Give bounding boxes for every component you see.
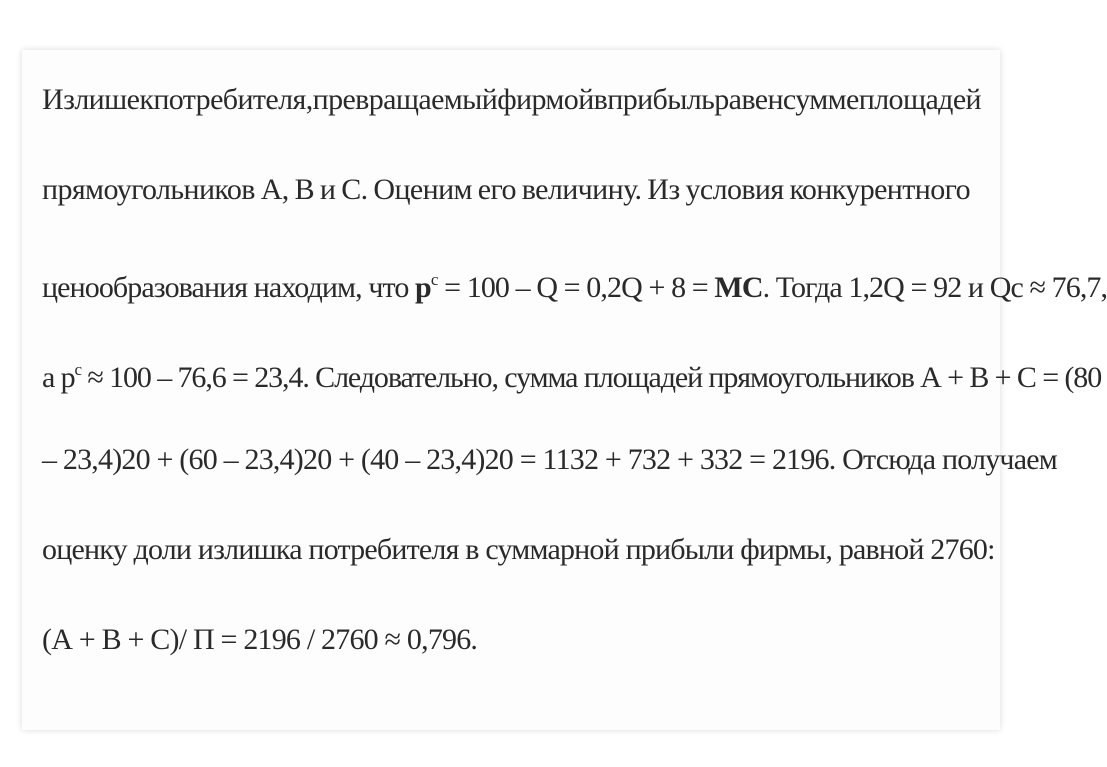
word: условия [685, 173, 784, 206]
word: конкурентного [789, 173, 970, 206]
line-text: а р [42, 361, 75, 394]
superscript-c: с [74, 360, 81, 379]
word: в [593, 83, 608, 116]
word: потребителя, [153, 83, 313, 116]
paragraph-line-1 [42, 82, 982, 118]
line-text: ≈ 100 – 76,6 = 23,4. Следовательно, сумма площадей прямоугольников А + В + С = (80 [80, 361, 1102, 394]
word: Оценим [373, 173, 472, 206]
word: Излишек [42, 83, 154, 116]
price-symbol: р [415, 271, 431, 304]
word: фирмой [497, 83, 594, 116]
paragraph-line-5 [42, 442, 1057, 478]
word: превращаемый [312, 83, 498, 116]
word: его [477, 173, 516, 206]
equation-text: = 100 – Q = 0,2Q + 8 = [437, 271, 715, 304]
word: А, [260, 173, 289, 206]
text-body [42, 82, 1107, 658]
paragraph-line-3 [42, 262, 1107, 304]
paragraph-line-6 [42, 532, 995, 568]
formula-line [42, 622, 970, 658]
word: величину. [521, 173, 642, 206]
word: прямоугольников [42, 173, 255, 206]
line-text: – 23,4)20 + (60 – 23,4)20 + (40 – 23,4)20 = 1132 + 732 + 332 = 2196. Отсюда получаем [42, 443, 1057, 476]
word: прибыль [607, 83, 715, 116]
line-text: оценку доли излишка потребителя в суммарной прибыли фирмы, равной 2760: [42, 533, 995, 566]
word: Из [647, 173, 680, 206]
word: В [294, 173, 314, 206]
superscript-c: с [430, 270, 438, 289]
paragraph-line-2 [42, 172, 970, 208]
formula-text: (А + В + С)/ П = 2196 / 2760 ≈ 0,796. [42, 623, 478, 656]
mc-symbol: МС [714, 271, 763, 304]
word: С. [341, 173, 368, 206]
paragraph-line-4 [42, 352, 1102, 394]
line-text: ценообразования находим, что [42, 271, 416, 304]
word: и [319, 173, 336, 206]
word: сумме [782, 83, 859, 116]
line-text: . Тогда 1,2Q = 92 и Qc ≈ 76,7, [762, 271, 1107, 304]
word: площадей [858, 83, 982, 116]
word: равен [714, 83, 783, 116]
